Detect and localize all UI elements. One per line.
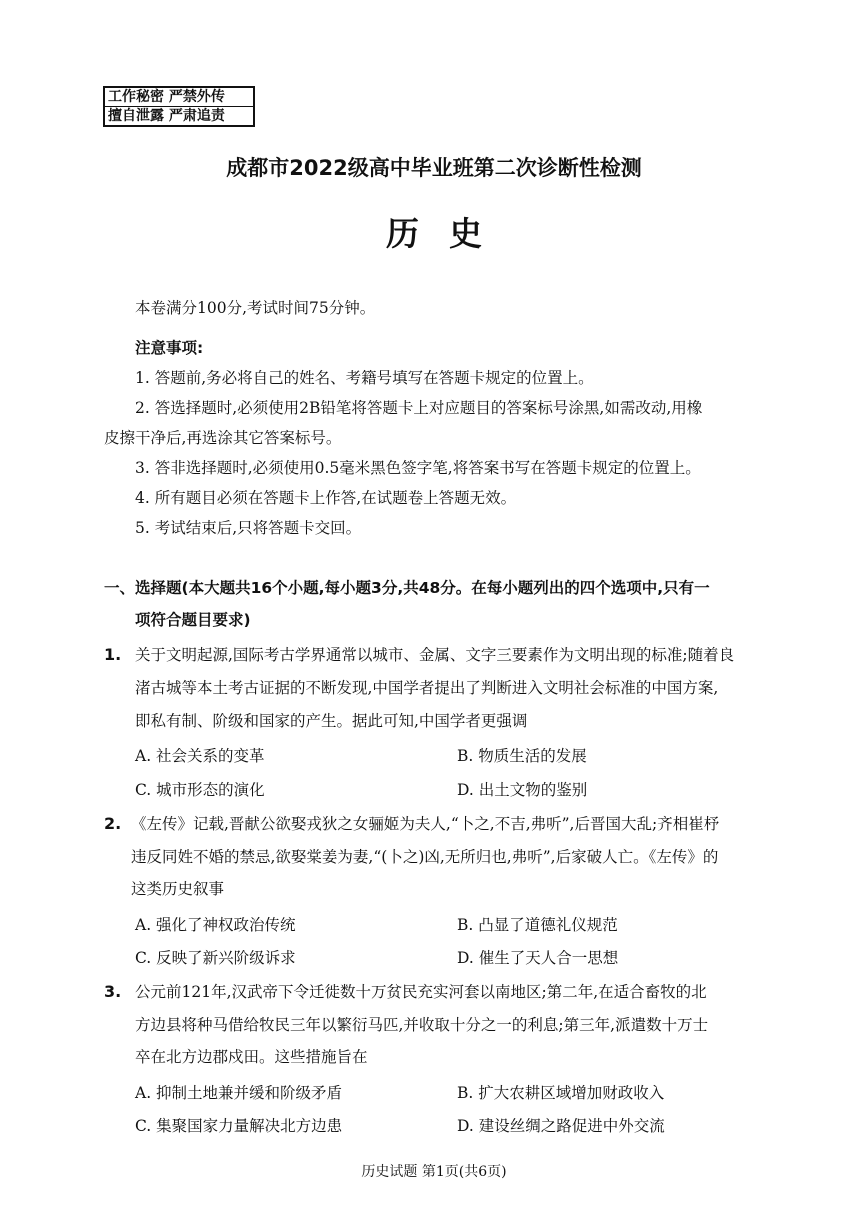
question-text: 关于文明起源,国际考古学界通常以城市、金属、文字三要素作为文明出现的标准;随着良 [135, 646, 735, 664]
stamp-line-1: 工作秘密 严禁外传 [108, 89, 225, 105]
option-c: C. 集聚国家力量解决北方边患 [135, 1117, 343, 1135]
question-number: 2. [104, 814, 122, 833]
notice-item: 1. 答题前,务必将自己的姓名、考籍号填写在答题卡规定的位置上。 [135, 369, 594, 387]
question-number: 3. [104, 982, 122, 1001]
option-a: A. 强化了神权政治传统 [135, 916, 296, 934]
notice-item: 2. 答选择题时,必须使用2B铅笔将答题卡上对应题目的答案标号涂黑,如需改动,用橡 [135, 399, 703, 417]
question-text: 即私有制、阶级和国家的产生。据此可知,中国学者更强调 [135, 712, 528, 730]
section-heading-cont: 项符合题目要求) [135, 611, 251, 629]
option-d: D. 出土文物的鉴别 [457, 781, 588, 799]
page-footer: 历史试题 第1页(共6页) [361, 1164, 507, 1180]
option-c: C. 城市形态的演化 [135, 781, 265, 799]
stamp-line-2: 擅自泄露 严肃追责 [105, 106, 253, 125]
question-text: 渚古城等本土考古证据的不断发现,中国学者提出了判断进入文明社会标准的中国方案, [135, 679, 719, 697]
option-a: A. 社会关系的变革 [135, 747, 265, 765]
option-b: B. 凸显了道德礼仪规范 [457, 916, 618, 934]
question-text: 《左传》记载,晋献公欲娶戎狄之女骊姬为夫人,“卜之,不吉,弗听”,后晋国大乱;齐相崔杼 [131, 815, 720, 833]
option-d: D. 建设丝绸之路促进中外交流 [457, 1117, 665, 1135]
option-a: A. 抑制土地兼并缓和阶级矛盾 [135, 1084, 343, 1102]
question-text: 卒在北方边郡戍田。这些措施旨在 [135, 1048, 368, 1066]
option-b: B. 扩大农耕区域增加财政收入 [457, 1084, 665, 1102]
section-heading: 一、选择题(本大题共16个小题,每小题3分,共48分。在每小题列出的四个选项中,只有一 [104, 579, 710, 597]
notice-heading: 注意事项: [135, 339, 204, 357]
question-number: 1. [104, 645, 122, 664]
confidential-stamp [103, 86, 255, 127]
question-text: 违反同姓不婚的禁忌,欲娶棠姜为妻,“(卜之)凶,无所归也,弗听”,后家破人亡。《左传》的 [131, 848, 719, 866]
subject-title: 历史 [386, 214, 512, 253]
question-text: 这类历史叙事 [131, 880, 225, 898]
option-c: C. 反映了新兴阶级诉求 [135, 949, 296, 967]
notice-item: 4. 所有题目必须在答题卡上作答,在试题卷上答题无效。 [135, 489, 517, 507]
option-b: B. 物质生活的发展 [457, 747, 587, 765]
notice-item: 5. 考试结束后,只将答题卡交回。 [135, 519, 362, 537]
option-d: D. 催生了天人合一思想 [457, 949, 619, 967]
question-text: 公元前121年,汉武帝下令迁徙数十万贫民充实河套以南地区;第二年,在适合畜牧的北 [135, 983, 707, 1001]
exam-title: 成都市2022级高中毕业班第二次诊断性检测 [226, 156, 642, 180]
notice-item: 3. 答非选择题时,必须使用0.5毫米黑色签字笔,将答案书写在答题卡规定的位置上。 [135, 459, 701, 477]
question-text: 方边县将种马借给牧民三年以繁衍马匹,并收取十分之一的利息;第三年,派遣数十万士 [135, 1016, 709, 1034]
exam-intro: 本卷满分100分,考试时间75分钟。 [135, 299, 376, 317]
notice-item: 皮擦干净后,再选涂其它答案标号。 [104, 429, 342, 447]
